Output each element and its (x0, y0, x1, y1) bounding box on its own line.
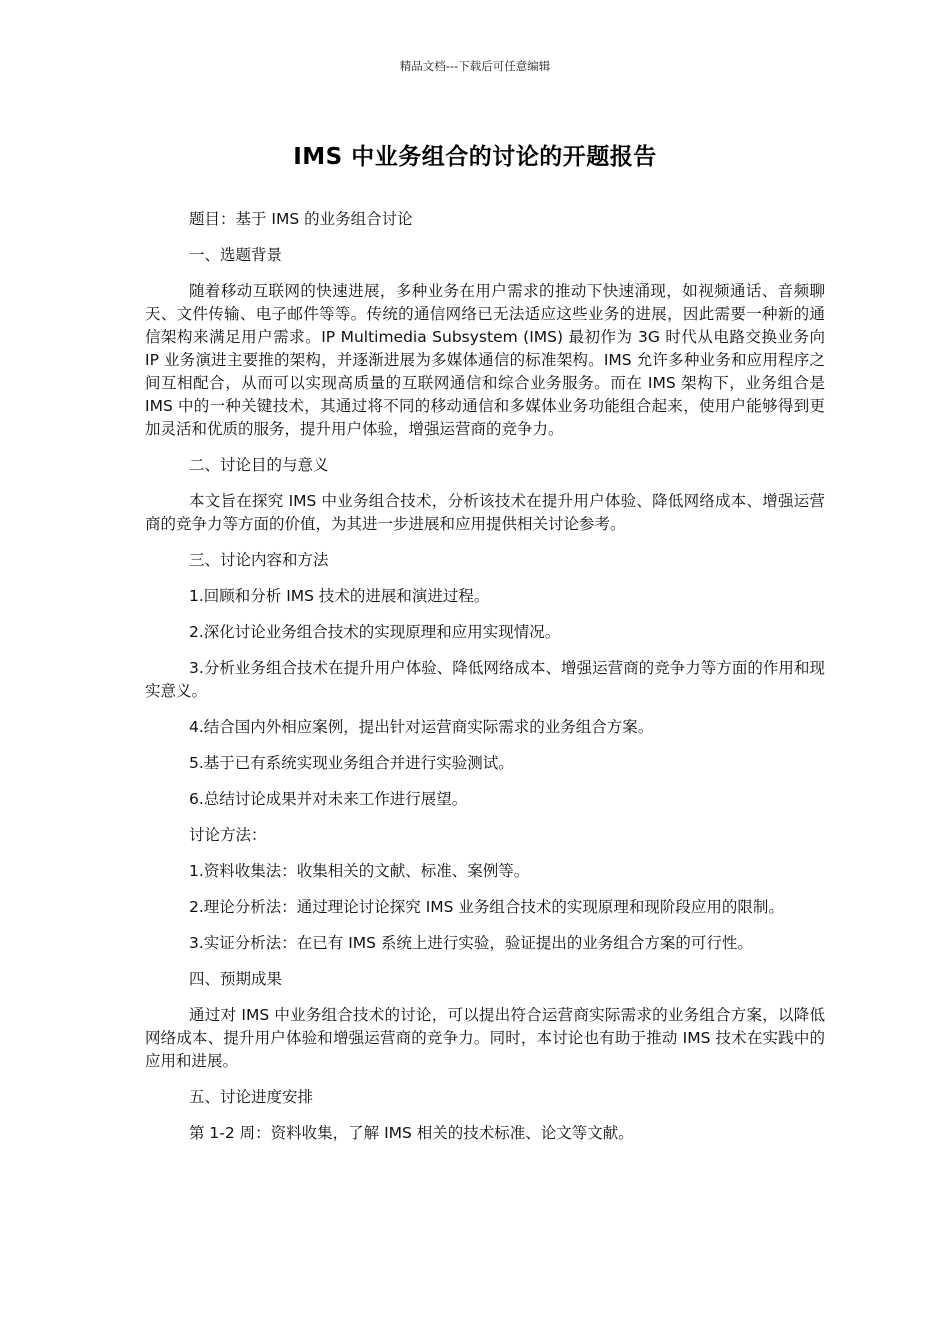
method-item-1: 1.资料收集法：收集相关的文献、标准、案例等。 (189, 862, 530, 880)
content-item-1: 1.回顾和分析 IMS 技术的进展和演进过程。 (189, 587, 490, 605)
section-heading-schedule: 五、讨论进度安排 (189, 1088, 314, 1106)
schedule-item-1: 第 1-2 周：资料收集，了解 IMS 相关的技术标准、论文等文献。 (189, 1124, 634, 1142)
content-item-3: 3.分析业务组合技术在提升用户体验、降低网络成本、增强运营商的竞争力等方面的作用和现实意义。 (145, 659, 825, 700)
document-body (145, 208, 825, 1158)
section-heading-results: 四、预期成果 (189, 970, 283, 988)
topic-line: 题目：基于 IMS 的业务组合讨论 (189, 210, 413, 228)
page-header: 精品文档---下载后可任意编辑 (399, 59, 551, 73)
method-item-2: 2.理论分析法：通过理论讨论探究 IMS 业务组合技术的实现原理和现阶段应用的限制。 (189, 898, 784, 916)
results-paragraph: 通过对 IMS 中业务组合技术的讨论，可以提出符合运营商实际需求的业务组合方案，以降低网络成本、提升用户体验和增强运营商的竞争力。同时，本讨论也有助于推动 IMS 技术在实践中的应用和进展。 (145, 1006, 825, 1070)
purpose-paragraph: 本文旨在探究 IMS 中业务组合技术，分析该技术在提升用户体验、降低网络成本、增强运营商的竞争力等方面的价值，为其进一步进展和应用提供相关讨论参考。 (145, 492, 825, 533)
method-item-3: 3.实证分析法：在已有 IMS 系统上进行实验，验证提出的业务组合方案的可行性。 (189, 934, 753, 952)
section-heading-background: 一、选题背景 (189, 246, 283, 264)
content-item-5: 5.基于已有系统实现业务组合并进行实验测试。 (189, 754, 514, 772)
section-heading-purpose: 二、讨论目的与意义 (189, 456, 329, 474)
document-title: IMS 中业务组合的讨论的开题报告 (293, 144, 657, 170)
content-item-6: 6.总结讨论成果并对未来工作进行展望。 (189, 790, 468, 808)
content-item-4: 4.结合国内外相应案例，提出针对运营商实际需求的业务组合方案。 (189, 718, 654, 736)
content-item-2: 2.深化讨论业务组合技术的实现原理和应用实现情况。 (189, 623, 561, 641)
methods-heading: 讨论方法： (189, 826, 267, 844)
background-paragraph: 随着移动互联网的快速进展，多种业务在用户需求的推动下快速涌现，如视频通话、音频聊天、文件传输、电子邮件等等。传统的通信网络已无法适应这些业务的进展，因此需要一种新的通信架构来满足用户需求。IP Multimedia Subsystem (IMS) 最初作为 3G 时代从电路交换业务向 IP 业务演进主要推的架构，并逐渐进展为多媒体通信的标准架构。IMS 允许多种业务和应用程序之间互相配合，从而可以实现高质量的互联网通信和综合业务服务。而在 IMS 架构下，业务组合是 IMS 中的一种关键技术，其通过将不同的移动通信和多媒体业务功能组合起来，使用户能够得到更加灵活和优质的服务，提升用户体验，增强运营商的竞争力。 (145, 282, 825, 438)
section-heading-content-methods: 三、讨论内容和方法 (189, 551, 329, 569)
